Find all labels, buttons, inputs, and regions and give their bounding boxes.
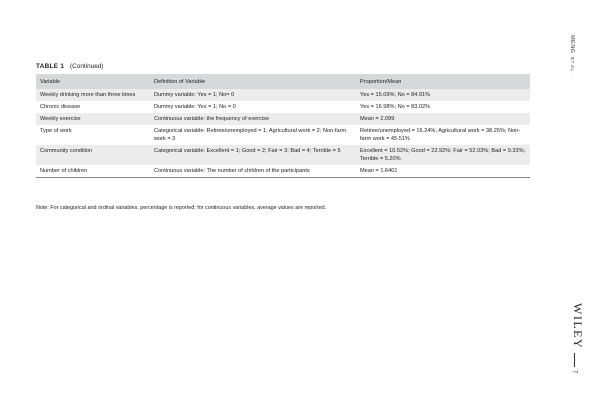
table-cell: Excellent = 10.52%; Good = 22.92%; Fair = 52.03%; Bad = 9.33%; Terrible = 5.20% — [356, 145, 530, 165]
publisher-logo: WILEY — [571, 303, 585, 350]
table-cell: Community condition — [36, 145, 150, 165]
table-row — [36, 113, 530, 125]
column-header: Proportion/Mean — [356, 74, 530, 89]
column-header: Definition of Variable — [150, 74, 356, 89]
table-row — [36, 165, 530, 178]
table-cell: Continuous variable: The number of children of the participants — [150, 165, 356, 178]
table-cell: Dummy variable: Yes = 1; No= 0 — [150, 89, 356, 101]
table-caption — [36, 63, 103, 70]
table-cell: Dummy variable: Yes = 1; No = 0 — [154, 104, 236, 110]
table-cell: Retiree/unemployed = 16.24%; Agricultural work = 38.25%; Non-farm work = 45.51% — [360, 128, 521, 142]
data-table — [36, 74, 530, 178]
column-header: Variable — [36, 74, 150, 89]
table-cell: Categorical variable: Excellent = 1; Good = 2; Fair = 3; Bad = 4; Terrible = 5 — [150, 145, 356, 165]
table-cell: Mean = 2.099 — [356, 113, 530, 125]
running-head — [569, 35, 575, 73]
table-cell: Weekly drinking more than three times — [36, 89, 150, 101]
table-cell: Yes = 15.09%; No = 84.91% — [356, 89, 530, 101]
table-cell: Number of children — [36, 165, 150, 178]
page-number: 7 — [571, 370, 577, 374]
table-continued: (Continued) — [70, 63, 104, 70]
table-cell: Continuous variable: the frequency of exercise — [150, 113, 356, 125]
running-head-etal: ET AL. — [570, 57, 575, 74]
table-cell: Type of work — [40, 128, 72, 134]
footer-rule — [574, 353, 575, 367]
table-label: TABLE 1 — [36, 63, 65, 70]
table-note: Note: For categorical and ordinal variables, percentage is reported; for continuous variables, average values are reported. — [36, 205, 327, 211]
table-row — [36, 89, 530, 101]
table-cell: Mean = 1.6401 — [356, 165, 530, 178]
table-cell: Categorical variable: Retiree/unemployed = 1; Agricultural work = 2; Non-farm work = 3 — [154, 128, 347, 142]
table-cell: Weekly exercise — [36, 113, 150, 125]
table-cell: Yes = 16.98%; No = 83.02% — [360, 104, 431, 110]
table-row — [36, 125, 530, 145]
running-head-author: MENG — [569, 35, 575, 54]
table-header-row — [36, 74, 530, 89]
table-row — [36, 145, 530, 165]
table-cell: Chronic disease — [40, 104, 81, 110]
table-row — [36, 101, 530, 113]
